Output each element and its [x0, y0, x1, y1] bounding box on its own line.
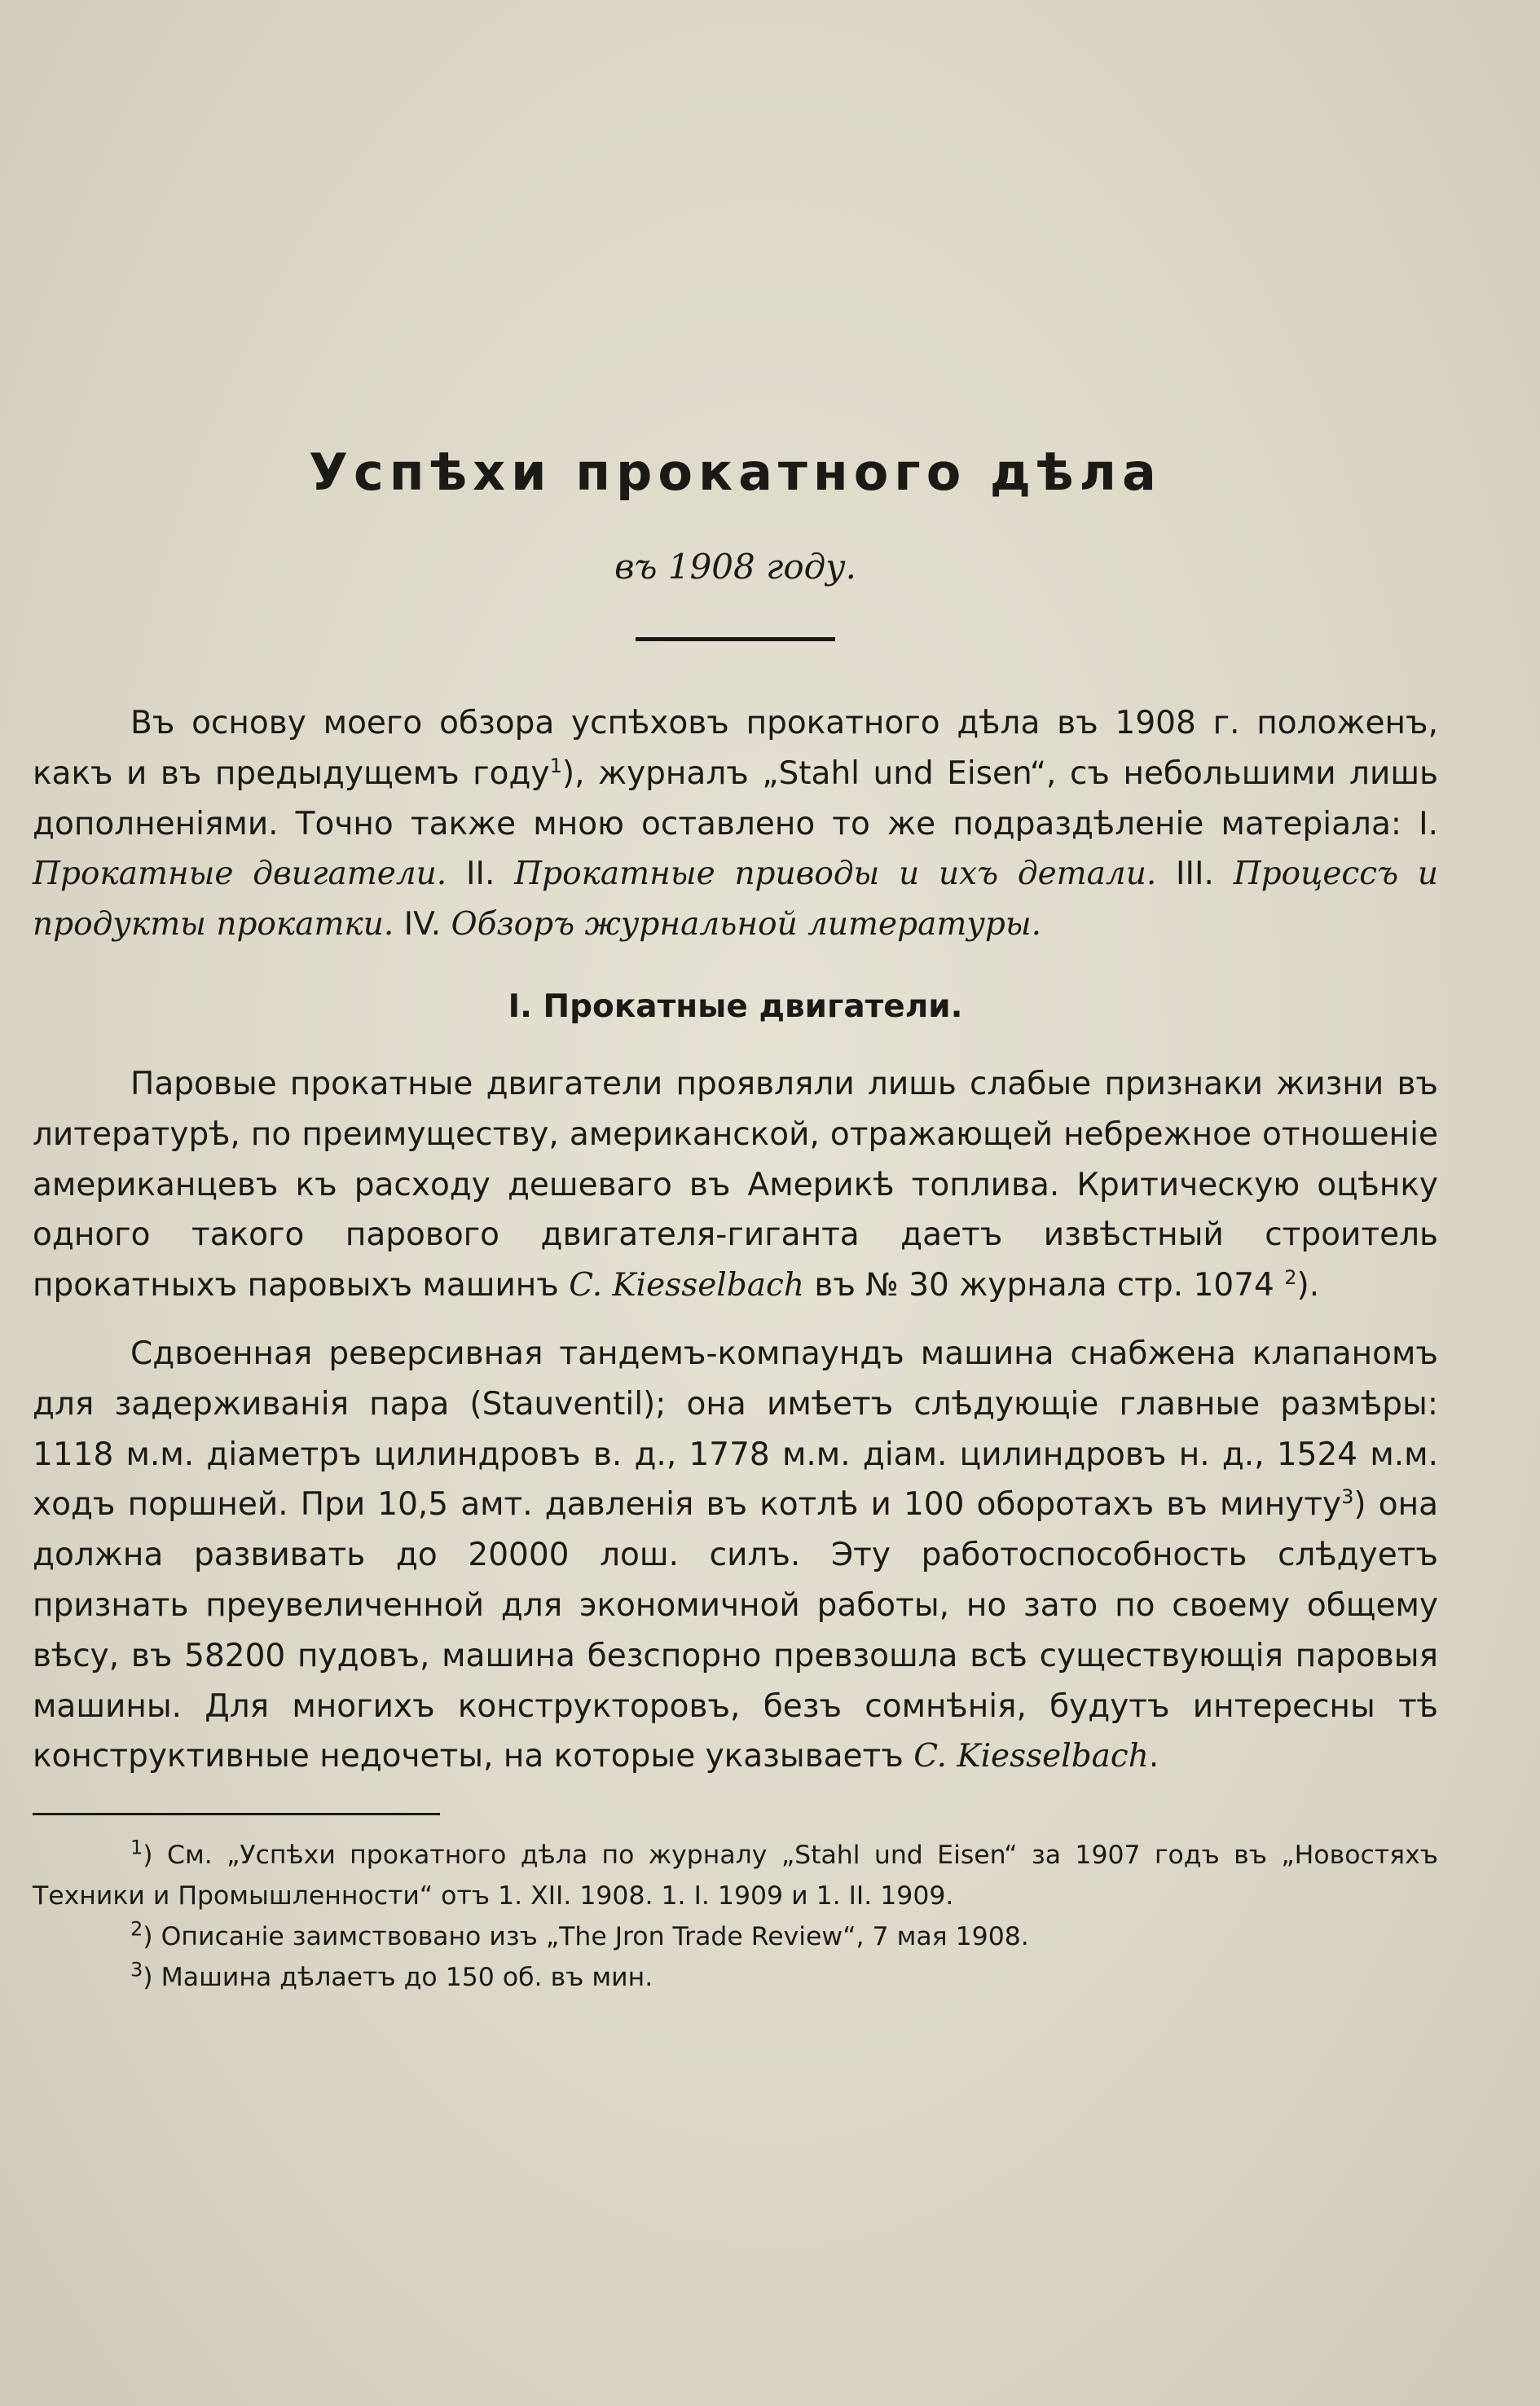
footnote-divider — [33, 1813, 440, 1815]
title-divider — [636, 637, 835, 641]
para2-text-1: Паровые прокатные двигатели проявляли лишь слабые признаки жизни въ литературѣ, по преимуществу, американской, отражающей небрежное отношеніе американцевъ къ расходу дешеваго въ Америкѣ топлива. Критическую оцѣнку одного такого парового двигателя-гиганта даетъ извѣстный строитель прокатныхъ паровыхъ машинъ — [33, 1065, 1438, 1304]
footnote-ref-2: 2 — [1284, 1266, 1297, 1290]
intro-text-2: ), журналъ „Stahl und Eisen“, съ небольшими лишь дополненіями. Точно также мною оставлено то же подраздѣленіе матеріала: I. — [33, 754, 1438, 842]
para3-text-3: . — [1148, 1738, 1159, 1775]
page-content — [33, 440, 1438, 1998]
intro-paragraph — [33, 698, 1438, 950]
footnote-mark: 3 — [130, 1958, 143, 1982]
intro-text-1: Въ основу моего обзора успѣховъ прокатного дѣла въ 1908 г. положенъ, какъ и въ предыдущемъ году — [33, 705, 1438, 792]
intro-section-1: Прокатные двигатели. — [33, 856, 447, 893]
para2-text-3: ). — [1296, 1267, 1320, 1304]
author-name: C. Kiesselbach — [569, 1267, 804, 1304]
para3-text-2: ) она должна развивать до 20000 лош. силъ. Эту работоспособность слѣдуетъ признать преувеличенной для экономичной работы, но зато по своему общему вѣсу, въ 58200 пудовъ, машина безспорно превзошла всѣ существующія паровыя машины. Для многихъ конструкторовъ, безъ сомнѣнія, будутъ интересны тѣ конструктивные недочеты, на которые указываетъ — [33, 1486, 1438, 1775]
footnote-3 — [33, 1957, 1438, 1998]
paragraph-engines — [33, 1059, 1438, 1311]
paragraph-machine — [33, 1329, 1438, 1782]
page-title: Успѣхи прокатного дѣла — [309, 442, 1162, 502]
footnote-mark: 1 — [130, 1836, 143, 1859]
intro-section-4: Обзоръ журнальной литературы. — [451, 906, 1042, 943]
intro-text-4: III. — [1156, 856, 1234, 893]
intro-text-5: IV. — [394, 906, 451, 943]
para2-text-2: въ № 30 журнала стр. 1074 — [803, 1267, 1285, 1304]
intro-section-3: Процессъ и продукты прокатки. — [33, 856, 1439, 943]
footnote-ref-3: 3 — [1341, 1485, 1354, 1509]
footnote-text: ) См. „Успѣхи прокатного дѣла по журналу „Stahl und Eisen“ за 1907 годъ въ „Новостяхъ Техники и Промышленности“ отъ 1. XII. 1908. 1. I. 1909 и 1. II. 1909. — [33, 1841, 1438, 1911]
page-subtitle: въ 1908 году. — [614, 547, 856, 587]
para3-text-1: Сдвоенная реверсивная тандемъ-компаундъ машина снабжена клапаномъ для задерживанія пара (Stauventil); она имѣетъ слѣдующіе главные размѣры: 1118 м.м. діаметръ цилиндровъ в. д., 1778 м.м. діам. цилиндровъ н. д., 1524 м.м. ходъ поршней. При 10,5 амт. давленія въ котлѣ и 100 оборотахъ въ минуту — [33, 1335, 1438, 1524]
footnote-ref-1: 1 — [549, 754, 562, 777]
footnote-1 — [33, 1835, 1438, 1916]
footnote-text: ) Машина дѣлаетъ до 150 об. въ мин. — [143, 1963, 653, 1993]
section-heading: I. Прокатные двигатели. — [508, 987, 963, 1025]
footnote-text: ) Описаніе заимствовано изъ „The Jron Trade Review“, 7 мая 1908. — [143, 1922, 1029, 1952]
author-name: C. Kiesselbach — [913, 1738, 1149, 1775]
intro-section-2: Прокатные приводы и ихъ детали. — [514, 856, 1157, 893]
intro-text-3: II. — [447, 856, 515, 893]
footnote-2 — [33, 1916, 1438, 1957]
footnote-mark: 2 — [130, 1917, 143, 1941]
